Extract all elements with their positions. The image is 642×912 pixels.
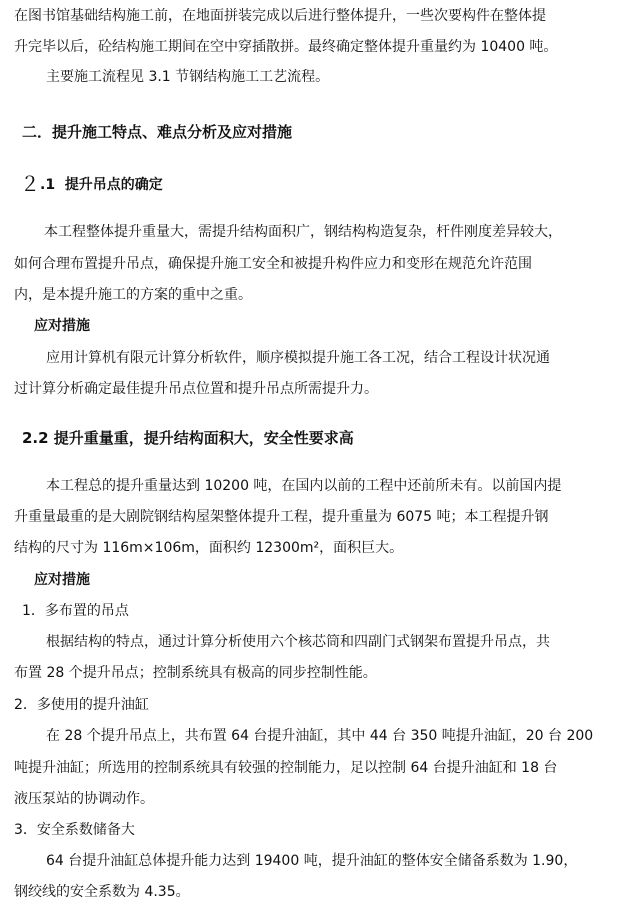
subsection-2-1-number-rest: .1 [40, 177, 56, 193]
sub22-item-1-title: 1．多布置的吊点 [22, 603, 129, 619]
sub22-para-line-1: 本工程总的提升重量达到 10200 吨，在国内以前的工程中还前所未有。以前国内提 [46, 478, 562, 494]
sub21-para-line-3: 内，是本提升施工的方案的重中之重。 [14, 287, 252, 303]
sub22-item-3-line-1: 64 台提升油缸总体提升能力达到 19400 吨，提升油缸的整体安全储备系数为 1.90， [46, 853, 578, 869]
sub21-measures-label: 应对措施 [34, 318, 90, 334]
subsection-2-1-title: 提升吊点的确定 [64, 177, 163, 193]
sub22-para-line-3: 结构的尺寸为 116m×106m，面积约 12300m²，面积巨大。 [14, 540, 404, 556]
subsection-2-1-heading [20, 174, 620, 195]
sub22-para-line-2: 升重量最重的是大剧院钢结构屋架整体提升工程，提升重量为 6075 吨；本工程提升钢 [14, 509, 549, 525]
sub22-item-3-line-2: 钢绞线的安全系数为 4.35。 [14, 884, 190, 900]
subsection-2-2-heading: 2.2 提升重量重，提升结构面积大，安全性要求高 [22, 429, 354, 447]
sub22-measures-label: 应对措施 [34, 572, 90, 588]
intro-line-3: 主要施工流程见 3.1 节钢结构施工工艺流程。 [46, 69, 330, 85]
intro-line-2: 升完毕以后，砼结构施工期间在空中穿插散拼。最终确定整体提升重量约为 10400 吨。 [14, 39, 558, 55]
sub22-item-3-title: 3．安全系数储备大 [14, 822, 135, 838]
sub21-para-line-2: 如何合理布置提升吊点，确保提升施工安全和被提升构件应力和变形在规范允许范围 [14, 256, 532, 272]
subsection-2-1-number-digit: ２ [20, 174, 40, 195]
sub21-measures-line-2: 过计算分析确定最佳提升吊点位置和提升吊点所需提升力。 [14, 381, 378, 397]
sub22-item-2-line-1: 在 28 个提升吊点上，共布置 64 台提升油缸，其中 44 台 350 吨提升油缸，20 台 200 [46, 728, 594, 744]
sub22-item-2-line-3: 液压泵站的协调动作。 [14, 791, 154, 807]
sub22-item-2-title: 2．多使用的提升油缸 [14, 697, 149, 713]
sub22-item-2-line-2: 吨提升油缸；所选用的控制系统具有较强的控制能力，足以控制 64 台提升油缸和 18 台 [14, 760, 558, 776]
section-2-heading: 二．提升施工特点、难点分析及应对措施 [22, 123, 293, 141]
sub22-item-1-line-1: 根据结构的特点，通过计算分析使用六个核芯筒和四副门式钢架布置提升吊点，共 [46, 634, 550, 650]
intro-line-1: 在图书馆基础结构施工前，在地面拼装完成以后进行整体提升，一些次要构件在整体提 [14, 8, 546, 24]
sub21-measures-line-1: 应用计算机有限元计算分析软件，顺序模拟提升施工各工况，结合工程设计状况通 [46, 350, 550, 366]
sub21-para-line-1: 本工程整体提升重量大，需提升结构面积广，钢结构构造复杂，杆件刚度差异较大， [44, 224, 562, 240]
sub22-item-1-line-2: 布置 28 个提升吊点；控制系统具有极高的同步控制性能。 [14, 665, 377, 681]
